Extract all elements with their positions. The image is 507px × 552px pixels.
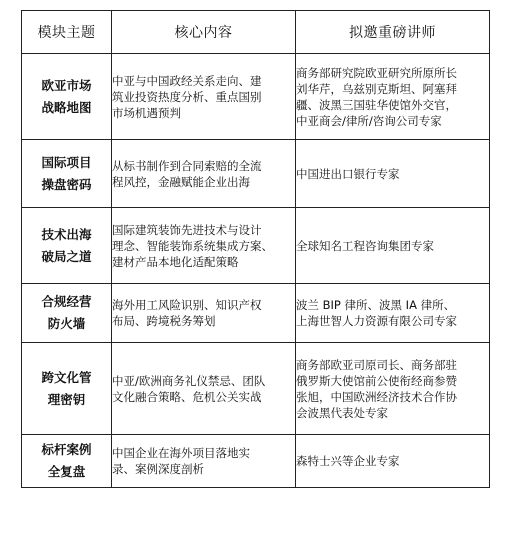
table-row (22, 343, 490, 435)
module-topic: 标杆案例 全复盘 (22, 435, 112, 488)
invited-speakers: 中国进出口银行专家 (296, 140, 490, 208)
core-content: 国际建筑装饰先进技术与设计 理念、智能装饰系统集成方案、 建材产品本地化适配策略 (112, 208, 296, 284)
core-content: 中亚/欧洲商务礼仪禁忌、团队 文化融合策略、危机公关实战 (112, 343, 296, 435)
invited-speakers: 全球知名工程咨询集团专家 (296, 208, 490, 284)
core-content: 中国企业在海外项目落地实 录、案例深度剖析 (112, 435, 296, 488)
header-core-content: 核心内容 (112, 11, 296, 54)
module-topic: 跨文化管 理密钥 (22, 343, 112, 435)
module-topic: 欧亚市场 战略地图 (22, 54, 112, 140)
module-topic: 合规经营 防火墙 (22, 284, 112, 343)
table-row (22, 140, 490, 208)
table-row (22, 208, 490, 284)
module-topic: 国际项目 操盘密码 (22, 140, 112, 208)
core-content: 中亚与中国政经关系走向、建 筑业投资热度分析、重点国别 市场机遇预判 (112, 54, 296, 140)
agenda-table (21, 10, 490, 488)
header-invited-speakers: 拟邀重磅讲师 (296, 11, 490, 54)
header-module-topic: 模块主题 (22, 11, 112, 54)
invited-speakers: 波兰 BIP 律所、波黑 IA 律所、 上海世智人力资源有限公司专家 (296, 284, 490, 343)
table-row (22, 284, 490, 343)
core-content: 从标书制作到合同索赔的全流 程风控，金融赋能企业出海 (112, 140, 296, 208)
table-row (22, 435, 490, 488)
table-header-row (22, 11, 490, 54)
invited-speakers: 森特士兴等企业专家 (296, 435, 490, 488)
invited-speakers: 商务部欧亚司原司长、商务部驻 俄罗斯大使馆前公使衔经商参赞 张旭，中国欧洲经济技术合作协 会波黑代表处专家 (296, 343, 490, 435)
core-content: 海外用工风险识别、知识产权 布局、跨境税务筹划 (112, 284, 296, 343)
table-row (22, 54, 490, 140)
module-topic: 技术出海 破局之道 (22, 208, 112, 284)
invited-speakers: 商务部研究院欧亚研究所原所长 刘华芹，乌兹别克斯坦、阿塞拜 疆、波黑三国驻华使馆外交官， 中亚商会/律所/咨询公司专家 (296, 54, 490, 140)
